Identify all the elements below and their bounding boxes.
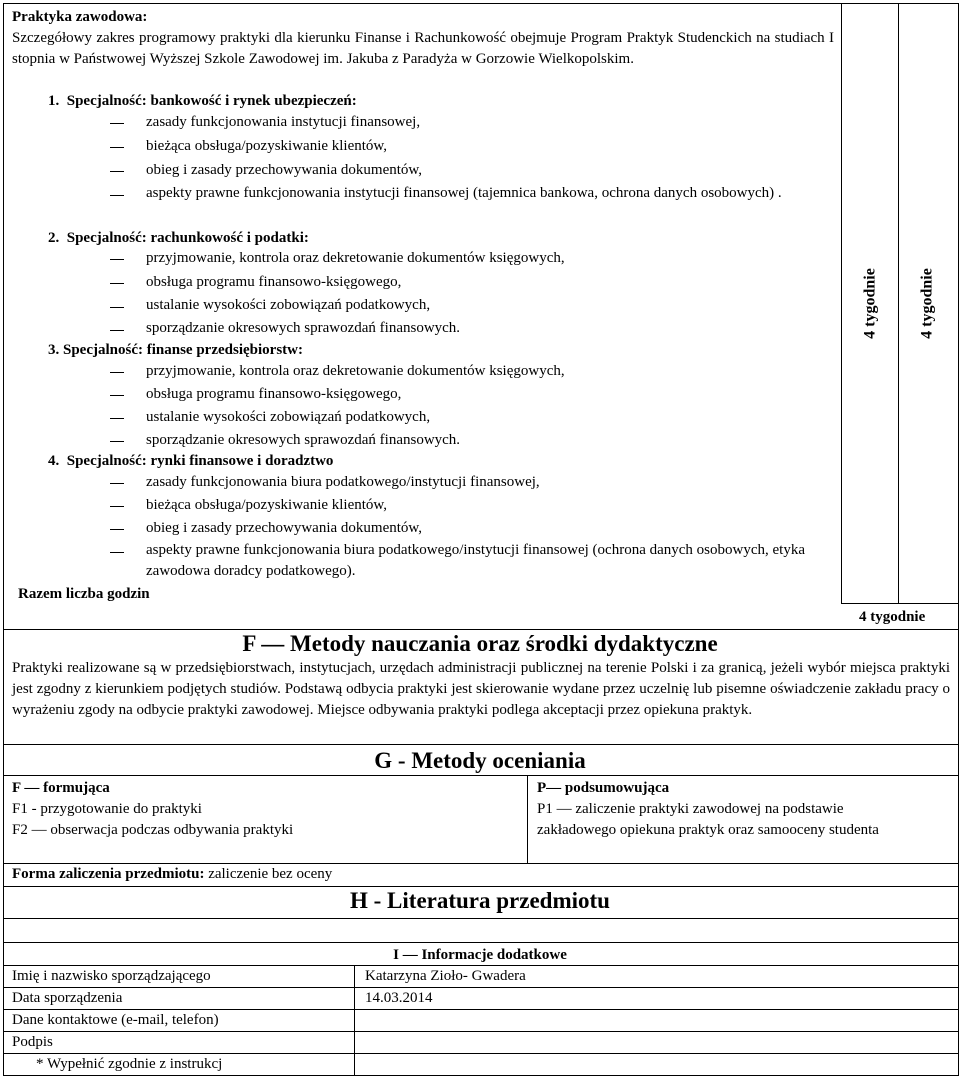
i-col-divider xyxy=(354,965,355,1075)
list-item: sporządzanie okresowych sprawozdań finansowych. xyxy=(146,432,461,448)
section-h-heading: H - Literatura przedmiotu xyxy=(350,888,610,913)
razem-label: Razem liczba godzin xyxy=(18,586,150,602)
forma-value: zaliczenie bez oceny xyxy=(204,866,333,882)
list-item: aspekty prawne funkcjonowania biura podatkowego/instytucji finansowej (ochrona danych osobowych, etyka zawodowa doradcy podatkowego). xyxy=(146,542,805,579)
table-border-top xyxy=(3,3,959,4)
row-line-h2 xyxy=(3,918,959,919)
col2-weeks: 4 tygodnie xyxy=(918,268,936,339)
list-item: obieg i zasady przechowywania dokumentów, xyxy=(146,520,423,536)
list-item: aspekty prawne funkcjonowania instytucji finansowej (tajemnica bankowa, ochrona danych osobowych) . xyxy=(146,185,782,201)
list-item: przyjmowanie, kontrola oraz dekretowanie dokumentów księgowych, xyxy=(146,363,565,379)
table-border-bottom xyxy=(3,1075,959,1076)
col-divider-1 xyxy=(841,3,842,603)
row-line-i xyxy=(3,942,959,943)
list-item: bieżąca obsługa/pozyskiwanie klientów, xyxy=(146,138,388,154)
row-line-i2 xyxy=(3,987,959,988)
spec-4-heading: Specjalność: rynki finansowe i doradztwo xyxy=(66,453,334,469)
i-row-label: Imię i nazwisko sporządzającego xyxy=(12,968,211,984)
row-line-i4 xyxy=(3,1031,959,1032)
razem-value: 4 tygodnie xyxy=(859,609,926,625)
bullet-dash xyxy=(110,307,124,308)
i-row-label: Podpis xyxy=(12,1034,53,1050)
list-item: sporządzanie okresowych sprawozdań finansowych. xyxy=(146,320,461,336)
bullet-dash xyxy=(110,395,124,396)
i-row-label: Data sporządzenia xyxy=(12,990,123,1006)
g-left-item: F1 - przygotowanie do praktyki xyxy=(12,801,202,817)
section-f-text: Praktyki realizowane są w przedsiębiorstwach, instytucjach, urzędach administracji publicznej na terenie Polski i za granicą, jeżeli wybór miejsca praktyki jest zgodny z kierunkiem podjętych studiów. Podstawą odbycia praktyki jest skierowanie wydane przez uczelnię lub pisemne oświadczenie zakładu pracy o wyrażeniu zgody na odbycie praktyki zawodowej. Miejsce odbywania praktyki podlega akceptacji przez opiekuna praktyk. xyxy=(12,660,950,718)
forma-zaliczenia xyxy=(12,864,332,885)
i-row-label: Dane kontaktowe (e-mail, telefon) xyxy=(12,1012,219,1028)
spec-1-heading: Specjalność: bankowość i rynek ubezpieczeń: xyxy=(66,93,357,109)
g-left-title: F — formująca xyxy=(12,780,110,796)
spec-2-num: 2. xyxy=(48,230,60,246)
forma-label: Forma zaliczenia przedmiotu: xyxy=(12,866,205,882)
list-item: obsługa programu finansowo-księgowego, xyxy=(146,274,402,290)
bullet-dash xyxy=(110,552,124,553)
praktyka-intro: Szczegółowy zakres programowy praktyki dla kierunku Finanse i Rachunkowość obejmuje Program Praktyk Studenckich na studiach I stopnia w Państwowej Wyższej Szkole Zawodowej im. Jakuba z Paradyża w Gorzowie Wielkopolskim. xyxy=(12,30,834,67)
list-item: przyjmowanie, kontrola oraz dekretowanie dokumentów księgowych, xyxy=(146,250,565,266)
bullet-dash xyxy=(110,418,124,419)
bullet-dash xyxy=(110,506,124,507)
spec-4-num: 4. xyxy=(48,453,60,469)
bullet-dash xyxy=(110,372,124,373)
bullet-dash xyxy=(110,283,124,284)
footnote: * Wypełnić zgodnie z instrukcj xyxy=(36,1056,223,1072)
bullet-dash xyxy=(110,123,124,124)
i-row-value: Katarzyna Zioło- Gwadera xyxy=(365,968,526,984)
g-right-title: P— podsumowująca xyxy=(537,780,670,796)
bullet-dash xyxy=(110,330,124,331)
bullet-dash xyxy=(110,259,124,260)
spec-1-num: 1. xyxy=(48,93,60,109)
section-g-heading: G - Metody oceniania xyxy=(374,748,586,773)
spec-3-num: 3. xyxy=(48,342,60,358)
list-item: ustalanie wysokości zobowiązań podatkowych, xyxy=(146,297,431,313)
spec-3-title xyxy=(48,340,303,361)
spec-2-title xyxy=(48,228,309,249)
list-item: obsługa programu finansowo-księgowego, xyxy=(146,386,402,402)
bullet-dash xyxy=(110,147,124,148)
spec-4-title xyxy=(48,451,333,472)
bullet-dash xyxy=(110,483,124,484)
i-row-value: 14.03.2014 xyxy=(365,990,433,1006)
bullet-dash xyxy=(110,529,124,530)
spec-3-heading: Specjalność: finanse przedsiębiorstw: xyxy=(63,342,303,358)
list-item: obieg i zasady przechowywania dokumentów, xyxy=(146,162,423,178)
razem-top-line xyxy=(841,603,959,604)
section-i-heading: I — Informacje dodatkowe xyxy=(393,947,567,963)
list-item: zasady funkcjonowania instytucji finansowej, xyxy=(146,114,421,130)
g-col-divider xyxy=(527,775,528,863)
spec-2-heading: Specjalność: rachunkowość i podatki: xyxy=(66,230,309,246)
bullet-dash xyxy=(110,441,124,442)
list-item: bieżąca obsługa/pozyskiwanie klientów, xyxy=(146,497,388,513)
list-item: ustalanie wysokości zobowiązań podatkowych, xyxy=(146,409,431,425)
col-divider-2 xyxy=(898,3,899,603)
bullet-dash xyxy=(110,195,124,196)
list-item: zasady funkcjonowania biura podatkowego/instytucji finansowej, xyxy=(146,474,540,490)
g-right-text: P1 — zaliczenie praktyki zawodowej na podstawie zakładowego opiekuna praktyk oraz samooceny studenta xyxy=(537,801,879,838)
row-line-g2 xyxy=(3,775,959,776)
col1-weeks: 4 tygodnie xyxy=(861,268,879,339)
spec-1-title xyxy=(48,91,357,112)
praktyka-title: Praktyka zawodowa: xyxy=(12,9,148,25)
row-line-g xyxy=(3,744,959,745)
section-f-heading: F — Metody nauczania oraz środki dydaktyczne xyxy=(242,631,718,656)
bullet-dash xyxy=(110,171,124,172)
g-left-item: F2 — obserwacja podczas odbywania praktyki xyxy=(12,822,294,838)
